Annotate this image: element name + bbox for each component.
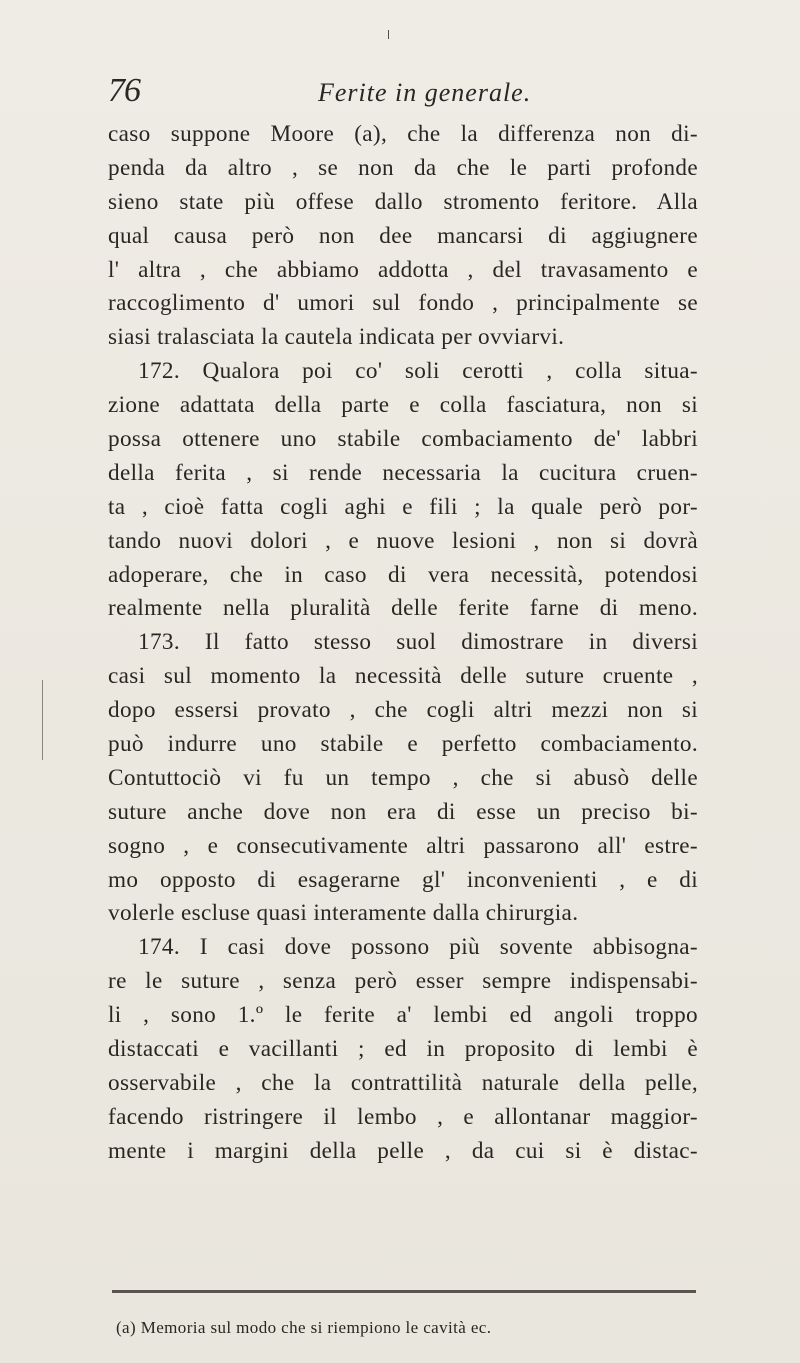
text-line: della ferita , si rende necessaria la cucitura cruen-: [108, 459, 698, 486]
text-line: suture anche dove non era di esse un preciso bi-: [108, 798, 698, 825]
footnote: (a) Memoria sul modo che si riempiono le cavità ec.: [116, 1318, 492, 1337]
body-text: [108, 118, 698, 1169]
footnote-rule: [112, 1290, 696, 1293]
text-line: tando nuovi dolori , e nuove lesioni , non si dovrà: [108, 527, 698, 554]
text-line: zione adattata della parte e colla fasciatura, non si: [108, 392, 698, 419]
text-line: dopo essersi provato , che cogli altri mezzi non si: [108, 697, 698, 724]
scan-artifact-mark: [380, 0, 400, 40]
text-line: mo opposto di esagerarne gl' inconvenienti , e di: [108, 866, 698, 893]
text-line: casi sul momento la necessità delle suture cruente ,: [108, 663, 698, 690]
text-line: adoperare, che in caso di vera necessità, potendosi: [108, 561, 698, 588]
text-line: caso suppone Moore (a), che la differenza non di-: [108, 121, 698, 147]
text-line: può indurre uno stabile e perfetto combaciamento.: [108, 731, 698, 758]
text-line: distaccati e vacillanti ; ed in proposito di lembi è: [108, 1036, 698, 1063]
text-line: sogno , e consecutivamente altri passarono all' estre-: [108, 832, 698, 859]
text-line: mente i margini della pelle , da cui si è distac-: [108, 1137, 698, 1164]
running-head: Ferite in generale.: [318, 78, 532, 107]
text-line: realmente nella pluralità delle ferite farne di meno.: [108, 595, 698, 622]
text-line: re le suture , senza però esser sempre indispensabi-: [108, 968, 698, 995]
text-line: 174. I casi dove possono più sovente abbisogna-: [138, 934, 698, 961]
text-line: 173. Il fatto stesso suol dimostrare in diversi: [138, 629, 698, 656]
text-line: penda da altro , se non da che le parti profonde: [108, 154, 698, 181]
text-line: volerle escluse quasi interamente dalla chirurgia.: [108, 900, 579, 927]
text-line: sieno state più offese dallo stromento feritore. Alla: [108, 188, 698, 215]
page-number: 76: [108, 72, 140, 109]
margin-artifact-line: [42, 680, 43, 760]
text-line: ta , cioè fatta cogli aghi e fili ; la quale però por-: [108, 493, 698, 520]
text-line: qual causa però non dee mancarsi di aggiugnere: [108, 222, 698, 249]
text-line: li , sono 1.º le ferite a' lembi ed angoli troppo: [108, 1002, 698, 1029]
text-line: Contuttociò vi fu un tempo , che si abusò delle: [108, 764, 698, 791]
text-line: l' altra , che abbiamo addotta , del travasamento e: [108, 256, 698, 283]
page-header: [108, 68, 708, 114]
text-line: raccoglimento d' umori sul fondo , principalmente se: [108, 290, 698, 317]
scan-artifact-tick: [388, 30, 389, 39]
text-line: siasi tralasciata la cautela indicata per ovviarvi.: [108, 324, 565, 351]
text-line: osservabile , che la contrattilità naturale della pelle,: [108, 1069, 698, 1096]
text-line: possa ottenere uno stabile combaciamento de' labbri: [108, 426, 698, 453]
text-line: 172. Qualora poi co' soli cerotti , colla situa-: [138, 358, 698, 385]
text-line: facendo ristringere il lembo , e allontanar maggior-: [108, 1103, 698, 1130]
